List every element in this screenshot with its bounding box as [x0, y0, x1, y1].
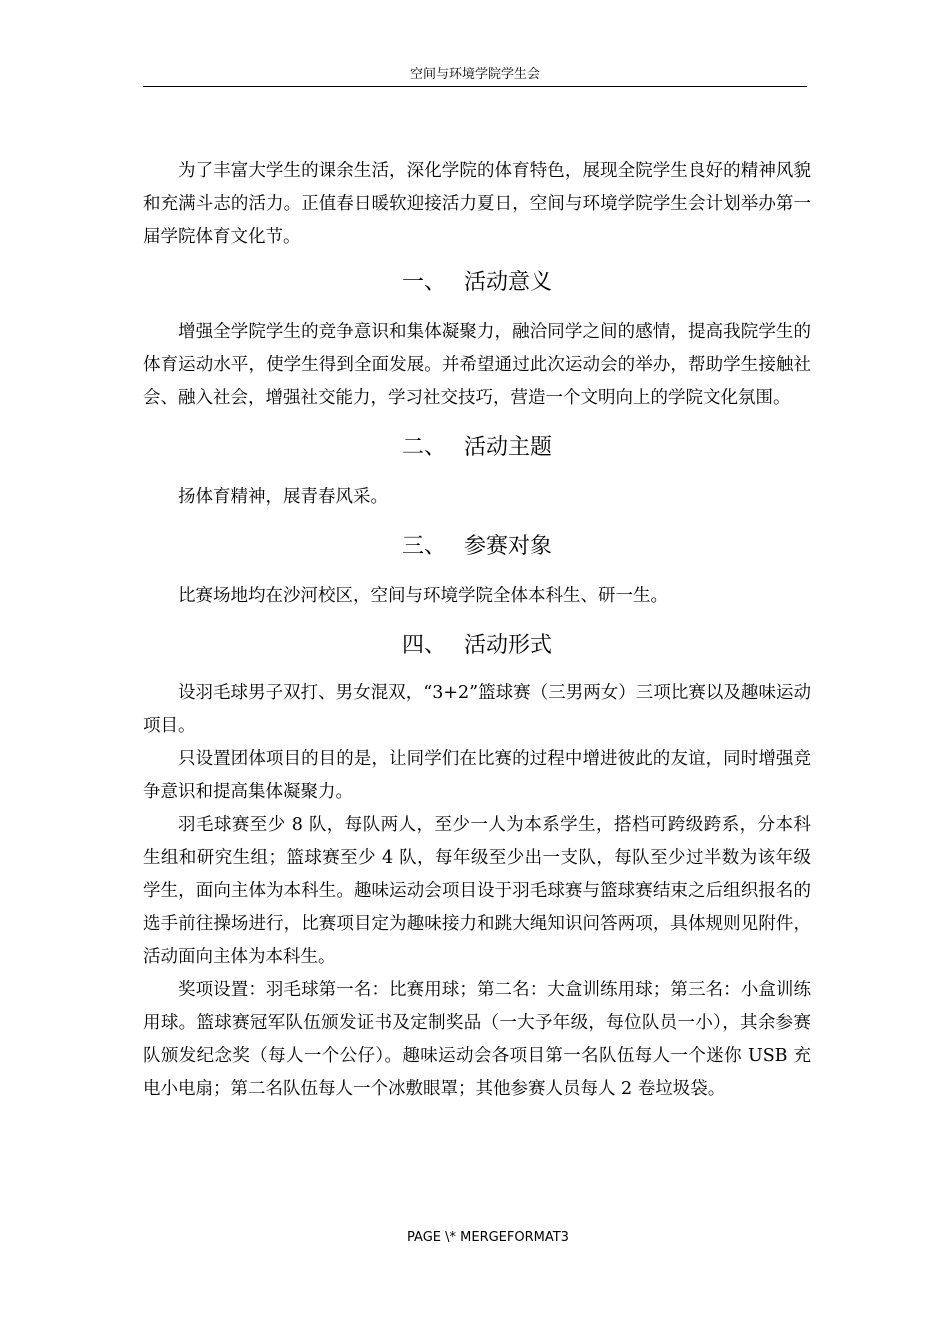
header-rule [143, 86, 807, 87]
section-title: 活动主题 [464, 435, 553, 460]
intro-paragraph: 为了丰富大学生的课余生活，深化学院的体育特色，展现全院学生良好的精神风貌和充满斗志的活力。正值春日暖软迎接活力夏日，空间与环境学院学生会计划举办第一届学院体育文化节。 [143, 161, 811, 247]
section-paragraph: 比赛场地均在沙河校区，空间与环境学院全体本科生、研一生。 [178, 586, 668, 606]
section-title: 活动形式 [464, 633, 553, 658]
section-paragraph: 设羽毛球男子双打、男女混双，“3+2”篮球赛（三男两女）三项比赛以及趣味运动项目。 [143, 683, 811, 736]
section-heading-participants [143, 532, 811, 562]
section-title: 活动意义 [464, 270, 553, 295]
section-paragraph: 增强全学院学生的竞争意识和集体凝聚力，融洽同学之间的感情，提高我院学生的体育运动水平，使学生得到全面发展。并希望通过此次运动会的举办，帮助学生接触社会、融入社会，增强社交能力，学习社交技巧，营造一个文明向上的学院文化氛围。 [143, 322, 811, 408]
section-number: 二、 [401, 435, 446, 460]
section-paragraph: 羽毛球赛至少 8 队，每队两人，至少一人为本系学生，搭档可跨级跨系，分本科生组和研究生组；篮球赛至少 4 队，每年级至少出一支队，每队至少过半数为该年级学生，面向主体为本科生。趣味运动会项目设于羽毛球赛与篮球赛结束之后组织报名的选手前往操场进行，比赛项目定为趣味接力和跳大绳知识问答两项，具体规则见附件，活动面向主体为本科生。 [143, 815, 811, 967]
section-heading-format [143, 631, 811, 661]
section-number: 三、 [401, 534, 446, 559]
section-heading-significance [143, 268, 811, 298]
section-title: 参赛对象 [464, 534, 553, 559]
section-paragraph: 只设置团体项目的目的是，让同学们在比赛的过程中增进彼此的友谊，同时增强竞争意识和提高集体凝聚力。 [143, 749, 811, 802]
section-number: 一、 [401, 270, 446, 295]
page-footer: PAGE \* MERGEFORMAT3 [407, 1230, 569, 1245]
section-paragraph: 扬体育精神，展青春风采。 [178, 487, 388, 507]
document-body [143, 155, 811, 1106]
section-number: 四、 [401, 633, 446, 658]
page-header: 空间与环境学院学生会 [409, 67, 540, 82]
section-paragraph: 奖项设置：羽毛球第一名：比赛用球；第二名：大盒训练用球；第三名：小盒训练用球。篮球赛冠军队伍颁发证书及定制奖品（一大予年级，每位队员一小），其余参赛队颁发纪念奖（每人一个公仔）。趣味运动会各项目第一名队伍每人一个迷你 USB 充电小电扇；第二名队伍每人一个冰敷眼罩；其他参赛人员每人 2 卷垃圾袋。 [143, 980, 811, 1099]
section-heading-theme [143, 433, 811, 463]
